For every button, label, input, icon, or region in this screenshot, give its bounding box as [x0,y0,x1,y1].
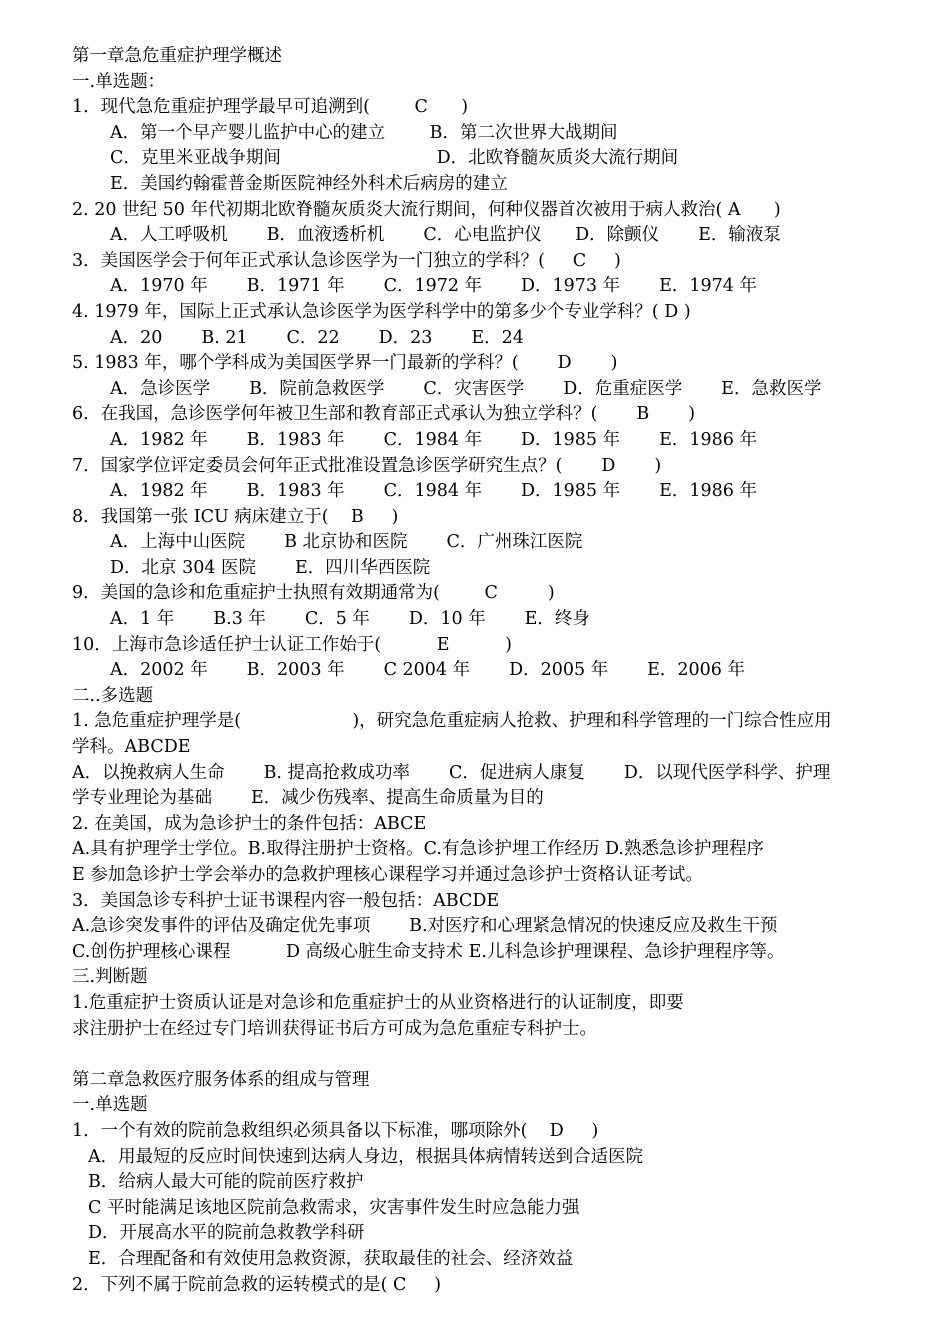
question-9: 9．美国的急诊和危重症护士执照有效期通常为( C ) [72,583,555,604]
options-row: A．急诊医学 B．院前急救医学 C．灾害医学 D．危重症医学 E．急救医学 [110,378,822,399]
section-true-false: 三.判断题 [72,967,148,988]
options-row: D．开展高水平的院前急救教学科研 [88,1223,365,1244]
question-5: 5. 1983 年，哪个学科成为美国医学界一门最新的学科？( D ) [72,353,618,374]
options-row: A．2002 年 B．2003 年 C 2004 年 D．2005 年 E．2006 年 [110,660,746,681]
question-10: 10．上海市急诊适任护士认证工作始于( E ) [72,634,512,655]
options-row: A．以挽救病人生命 B. 提高抢救成功率 C．促进病人康复 D．以现代医学科学、护理 [72,762,831,783]
blank-line [72,1042,892,1068]
document-page [72,44,892,1298]
options-row: E．合理配备和有效使用急救资源，获取最佳的社会、经济效益 [88,1248,574,1269]
chapter-1-title: 第一章急危重症护理学概述 [72,46,282,66]
question-6: 6．在我国，急诊医学何年被卫生部和教育部正式承认为独立学科？( B ) [72,404,696,425]
options-row: A．第一个早产婴儿监护中心的建立 B．第二次世界大战期间 [110,122,618,143]
question-8: 8．我国第一张 ICU 病床建立于( B ) [72,506,399,527]
options-row: 学专业理论为基础 E．减少伤残率、提高生命质量为目的 [72,788,544,809]
options-row: C 平时能满足该地区院前急救需求，灾害事件发生时应急能力强 [88,1197,580,1218]
options-row: C.创伤护理核心课程 D 高级心脏生命支持术 E.儿科急诊护理课程、急诊护理程序等。 [72,941,785,962]
question-7: 7．国家学位评定委员会何年正式批准设置急诊医学研究生点？( D ) [72,455,662,476]
options-row: A．20 B. 21 C．22 D．23 E．24 [110,327,524,348]
multi-question-3: 3．美国急诊专科护士证书课程内容一般包括：ABCDE [72,890,500,911]
question-4: 4. 1979 年，国际上正式承认急诊医学为医学科学中的第多少个专业学科？( D ) [72,301,691,322]
section-single-choice: 一.单选题： [72,71,166,92]
options-row: E．美国约翰霍普金斯医院神经外科术后病房的建立 [110,173,508,194]
options-row: C．克里米亚战争期间 D．北欧脊髓灰质炎大流行期间 [110,148,679,169]
options-row: D．北京 304 医院 E．四川华西医院 [110,557,431,578]
options-row: A．用最短的反应时间快速到达病人身边，根据具体病情转送到合适医院 [88,1146,644,1167]
ch2-question-1: 1．一个有效的院前急救组织必须具备以下标准，哪项除外( D ) [72,1120,599,1141]
multi-question-1-cont: 学科。ABCDE [72,737,191,758]
section-multiple-choice: 二..多选题 [72,685,154,706]
multi-question-1: 1. 急危重症护理学是( )，研究急危重症病人抢救、护理和科学管理的一门综合性应用 [72,711,832,732]
options-row: A．1 年 B.3 年 C．5 年 D．10 年 E．终身 [110,609,590,630]
options-row: A．上海中山医院 B 北京协和医院 C．广州珠江医院 [110,532,583,553]
tf-question-1-cont: 求注册护士在经过专门培训获得证书后方可成为急危重症专科护士。 [72,1018,597,1039]
options-row: A．人工呼吸机 B．血液透析机 C．心电监护仪 D．除颤仪 E．输液泵 [110,225,781,246]
options-row: A．1970 年 B．1971 年 C．1972 年 D．1973 年 E．1974 年 [110,276,757,297]
options-row: A．1982 年 B．1983 年 C．1984 年 D．1985 年 E．1986 年 [110,429,757,450]
question-2: 2. 20 世纪 50 年代初期北欧脊髓灰质炎大流行期间，何种仪器首次被用于病人救治( A ) [72,199,781,220]
options-row: B．给病人最大可能的院前医疗救护 [88,1172,364,1193]
chapter-2-title: 第二章急救医疗服务体系的组成与管理 [72,1069,370,1090]
question-1: 1．现代急危重症护理学最早可追溯到( C ) [72,97,469,118]
section-single-choice: 一.单选题 [72,1095,148,1116]
options-row: A.具有护理学士学位。B.取得注册护士资格。C.有急诊护埋工作经历 D.熟悉急诊护理程序 [72,839,764,860]
options-row: E 参加急诊护士学会举办的急救护理核心课程学习并通过急诊护士资格认证考试。 [72,865,703,885]
ch2-question-2: 2．下列不属于院前急救的运转模式的是( C ) [72,1274,442,1295]
options-row: A．1982 年 B．1983 年 C．1984 年 D．1985 年 E．1986 年 [110,481,757,502]
tf-question-1: 1.危重症护士资质认证是对急诊和危重症护士的从业资格进行的认证制度，即要 [72,992,684,1013]
question-3: 3．美国医学会于何年正式承认急诊医学为一门独立的学科？( C ) [72,250,621,271]
options-row: A.急诊突发事件的评估及确定优先事项 B.对医疗和心理紧急情况的快速反应及救生干预 [72,916,778,937]
multi-question-2: 2. 在美国，成为急诊护士的条件包括：ABCE [72,813,427,834]
